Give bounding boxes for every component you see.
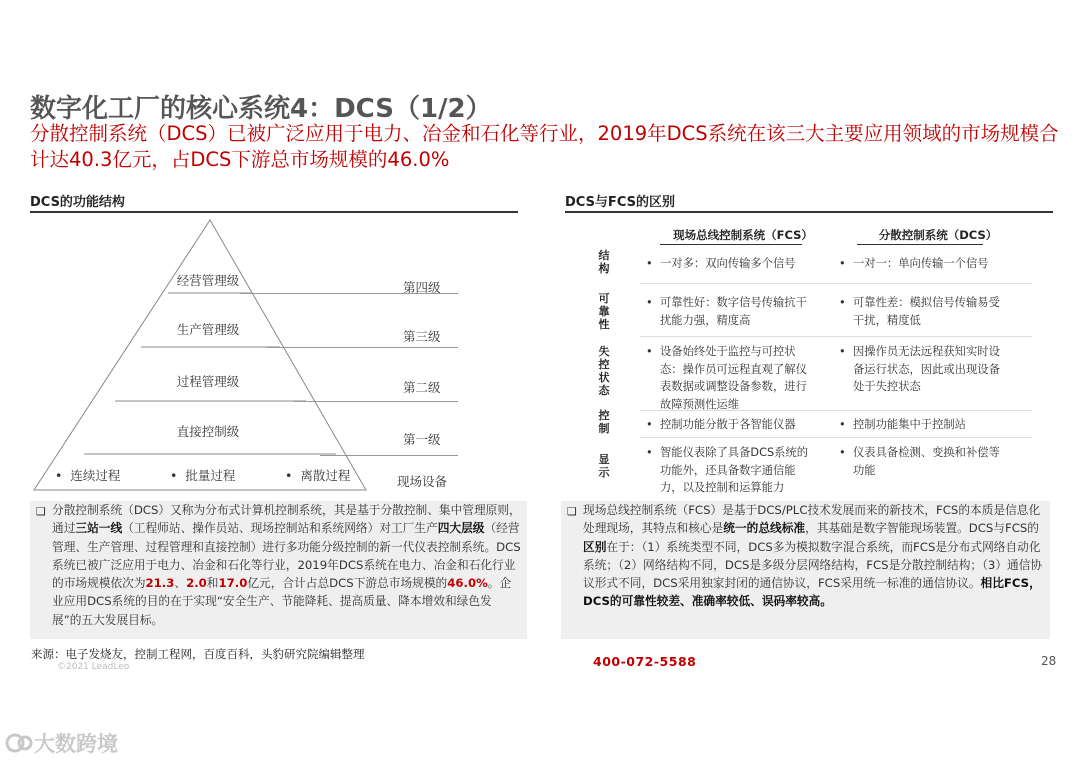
- row-label-display: 显示: [598, 453, 610, 479]
- page-subtitle: 分散控制系统（DCS）已被广泛应用于电力、冶金和石化等行业，2019年DCS系统在该三大主要应用领域的市场规模合计达40.3亿元，占DCS下游总市场规模的46.0%: [30, 122, 1059, 171]
- cell-dcs-structure: • 一对一：单向传输一个信号: [839, 257, 989, 270]
- page-number: 28: [1041, 654, 1057, 668]
- note-bullet-icon: ❑: [36, 505, 46, 518]
- cell-dcs-display: • 仪表具备检测、变换和补偿等功能: [839, 446, 1000, 477]
- pyramid-label-production: 生产管理级: [176, 322, 240, 337]
- page-title: 数字化工厂的核心系统4：DCS（1/2）: [30, 94, 492, 124]
- source-note: 来源：电子发烧友，控制工程网，百度百科，头豹研究院编辑整理: [31, 647, 365, 661]
- cell-fcs-control: • 控制功能分散于各智能仪器: [646, 418, 796, 431]
- dcs-note-text: 分散控制系统（DCS）又称为分布式计算机控制系统，其是基于分散控制、集中管理原则，通过三站一线（工程师站、操作员站、现场控制站和系统网络）对工厂生产四大层级（经营管理、生产管理、过程管理和直接控制）进行多功能分级控制的新一代仪表控制系统。DCS系统已被广泛应用于电力、冶金和石化等行业，2019年DCS系统在电力、冶金和石化行业的市场规模依次为21.3、2.0和17.0亿元，合计占总DCS下游总市场规模的46.0%。企业应用DCS系统的目的在于实现“安全生产、节能降耗、提高质量、降本增效和绿色发展”的五大发展目标。: [52, 503, 521, 627]
- level-line-1: [320, 455, 458, 456]
- dcs-note-box: [30, 501, 527, 639]
- level-4-label: 第四级: [403, 280, 441, 295]
- fcs-note-text: 现场总线控制系统（FCS）是基于DCS/PLC技术发展而来的新技术，FCS的本质是信息化处理现场，其特点和核心是统一的总线标准，其基础是数字智能现场装置。DCS与FCS的区别在于：（1）系统类型不同，DCS多为模拟数字混合系统，而FCS是分布式网络自动化系统；（2）网络结构不同，DCS是多级分层网络结构，FCS是分散控制结构；（3）通信协议形式不同，DCS采用独家封闭的通信协议，FCS采用统一标准的通信协议。相比FCS，DCS的可靠性较差、准确率较低、误码率较高。: [583, 503, 1043, 609]
- pyramid-label-direct-control: 直接控制级: [176, 424, 240, 439]
- base-item-discrete: • 离散过程: [285, 468, 351, 483]
- level-line-2: [294, 401, 458, 402]
- field-device-label: 现场设备: [397, 474, 448, 489]
- row-divider: [640, 336, 1032, 337]
- copyright: ©2021 LeadLeo: [57, 662, 130, 672]
- phone-number: 400-072-5588: [593, 654, 697, 669]
- column-underline-dcs: [857, 244, 983, 245]
- row-label-reliability: 可靠性: [598, 292, 610, 331]
- column-underline-fcs: [660, 244, 802, 245]
- left-section-title: DCS的功能结构: [30, 195, 125, 210]
- level-1-label: 第一级: [403, 432, 441, 447]
- level-2-label: 第二级: [403, 380, 441, 395]
- level-3-label: 第三级: [403, 329, 441, 344]
- column-header-fcs: 现场总线控制系统（FCS）: [673, 228, 813, 242]
- column-header-dcs: 分散控制系统（DCS）: [878, 228, 998, 242]
- cell-dcs-reliability: • 可靠性差：模拟信号传输易受干扰，精度低: [839, 296, 1000, 327]
- watermark-logo-icon: [4, 732, 34, 754]
- cell-fcs-structure: • 一对多：双向传输多个信号: [646, 257, 796, 270]
- watermark: 大数跨境: [4, 728, 118, 758]
- base-item-batch: • 批量过程: [170, 468, 236, 483]
- cell-fcs-loss-of-control: • 设备始终处于监控与可控状态：操作员可远程直观了解仪表数据或调整设备参数，进行故障预测性运维: [646, 345, 807, 411]
- note-bullet-icon: ❑: [567, 505, 577, 518]
- cell-fcs-reliability: • 可靠性好：数字信号传输抗干扰能力强，精度高: [646, 296, 807, 327]
- cell-dcs-loss-of-control: • 因操作员无法远程获知实时设备运行状态，因此或出现设备处于失控状态: [839, 345, 1000, 393]
- cell-dcs-control: • 控制功能集中于控制站: [839, 418, 966, 431]
- row-label-structure: 结构: [598, 249, 610, 275]
- pyramid-diagram: [30, 218, 370, 493]
- right-section-title: DCS与FCS的区别: [565, 195, 675, 210]
- level-line-3: [266, 347, 458, 348]
- row-divider: [640, 283, 1032, 284]
- pyramid-label-operations: 经营管理级: [176, 273, 240, 288]
- fcs-note-box: [561, 501, 1050, 639]
- row-label-control: 控制: [598, 409, 610, 435]
- right-section-divider: [565, 211, 1053, 213]
- base-item-continuous: • 连续过程: [55, 468, 121, 483]
- row-divider: [640, 437, 1032, 438]
- pyramid-label-process: 过程管理级: [176, 374, 240, 389]
- left-section-divider: [30, 211, 518, 213]
- cell-fcs-display: • 智能仪表除了具备DCS系统的功能外，还具备数字通信能力，以及控制和运算能力: [646, 446, 809, 494]
- row-label-loss-of-control: 失控状态: [598, 345, 610, 397]
